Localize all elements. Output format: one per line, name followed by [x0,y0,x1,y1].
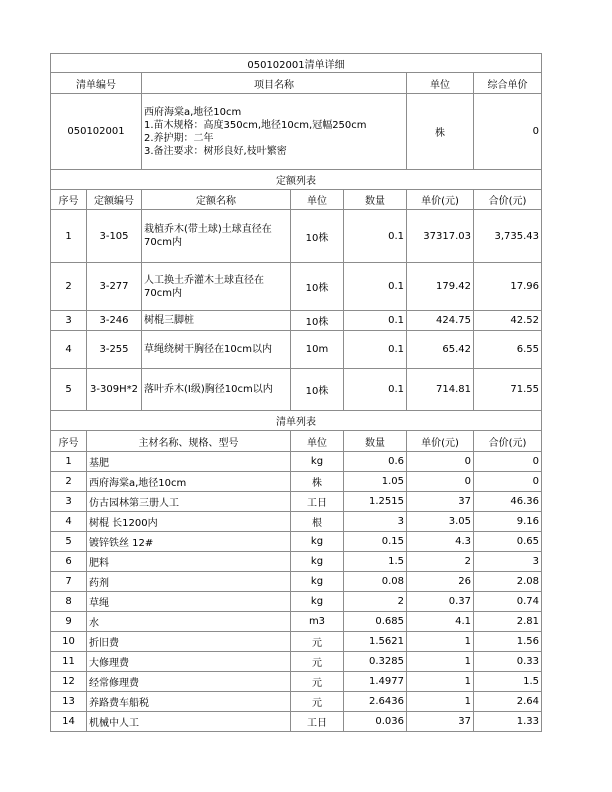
header-bill-code: 清单编号 [51,73,142,94]
list-seq: 2 [51,472,87,492]
list-qty: 3 [344,512,407,532]
quota-name: 树棍三脚桩 [142,311,291,331]
list-unit: 株 [291,472,344,492]
quota-price: 65.42 [407,331,474,369]
list-row [51,492,542,512]
list-header-price: 单价(元) [407,431,474,452]
list-total: 2.08 [474,572,542,592]
quota-total: 17.96 [474,263,542,311]
quota-code: 3-255 [87,331,142,369]
quota-unit: 10m [291,331,344,369]
list-unit: 工日 [291,712,344,732]
list-header-qty: 数量 [344,431,407,452]
quota-name: 落叶乔木(I级)胸径10cm以内 [142,369,291,411]
list-price: 26 [407,572,474,592]
list-price: 0 [407,472,474,492]
bill-detail-table [50,53,542,732]
list-qty: 1.4977 [344,672,407,692]
quota-qty: 0.1 [344,331,407,369]
list-name: 养路费车船税 [87,692,291,712]
quota-row [51,210,542,263]
quota-name: 草绳绕树干胸径在10cm以内 [142,331,291,369]
list-unit: kg [291,552,344,572]
list-name: 水 [87,612,291,632]
quota-row [51,263,542,311]
quota-seq: 5 [51,369,87,411]
list-qty: 0.08 [344,572,407,592]
list-name: 大修理费 [87,652,291,672]
list-row [51,612,542,632]
list-unit: kg [291,532,344,552]
quota-qty: 0.1 [344,369,407,411]
quota-header-total: 合价(元) [474,190,542,210]
list-name: 镀锌铁丝 12# [87,532,291,552]
list-row [51,472,542,492]
list-seq: 5 [51,532,87,552]
list-seq: 7 [51,572,87,592]
list-row [51,712,542,732]
list-total: 2.81 [474,612,542,632]
bill-unit: 株 [407,94,474,170]
quota-price: 37317.03 [407,210,474,263]
quota-row [51,331,542,369]
list-name: 树棍 长1200内 [87,512,291,532]
list-qty: 1.5621 [344,632,407,652]
quota-price: 424.75 [407,311,474,331]
list-qty: 0.6 [344,452,407,472]
quota-unit: 10株 [291,369,344,411]
list-price: 3.05 [407,512,474,532]
list-row [51,552,542,572]
quota-header-name: 定额名称 [142,190,291,210]
list-unit: kg [291,572,344,592]
header-unit: 单位 [407,73,474,94]
list-seq: 8 [51,592,87,612]
quota-total: 42.52 [474,311,542,331]
list-name: 西府海棠a,地径10cm [87,472,291,492]
list-name: 机械中人工 [87,712,291,732]
list-row [51,692,542,712]
quota-total: 71.55 [474,369,542,411]
list-row [51,452,542,472]
quota-qty: 0.1 [344,210,407,263]
bill-description [142,94,407,170]
bill-desc-line: 西府海棠a,地径10cm [144,106,242,118]
list-row [51,632,542,652]
list-unit: kg [291,592,344,612]
list-unit: 元 [291,652,344,672]
list-qty: 0.15 [344,532,407,552]
quota-seq: 3 [51,311,87,331]
list-price: 0.37 [407,592,474,612]
list-seq: 13 [51,692,87,712]
quota-seq: 4 [51,331,87,369]
quota-unit: 10株 [291,210,344,263]
list-total: 0 [474,472,542,492]
list-name: 经常修理费 [87,672,291,692]
list-unit: 元 [291,672,344,692]
list-name: 仿古园林第三册人工 [87,492,291,512]
quota-code: 3-246 [87,311,142,331]
list-unit: 工日 [291,492,344,512]
list-total: 0.33 [474,652,542,672]
list-seq: 1 [51,452,87,472]
quota-code: 3-105 [87,210,142,263]
list-price: 37 [407,492,474,512]
quota-qty: 0.1 [344,311,407,331]
list-price: 1 [407,632,474,652]
list-total: 46.36 [474,492,542,512]
list-price: 2 [407,552,474,572]
list-qty: 0.036 [344,712,407,732]
list-seq: 6 [51,552,87,572]
quota-total: 6.55 [474,331,542,369]
list-unit: 元 [291,692,344,712]
quota-row [51,369,542,411]
list-name: 折旧费 [87,632,291,652]
list-unit: kg [291,452,344,472]
list-seq: 11 [51,652,87,672]
list-header-total: 合价(元) [474,431,542,452]
list-total: 1.56 [474,632,542,652]
bill-price: 0 [474,94,542,170]
quota-header-seq: 序号 [51,190,87,210]
quota-header-unit: 单位 [291,190,344,210]
quota-price: 714.81 [407,369,474,411]
list-row [51,672,542,692]
quota-row [51,311,542,331]
quota-code: 3-277 [87,263,142,311]
list-row [51,592,542,612]
list-seq: 3 [51,492,87,512]
list-price: 0 [407,452,474,472]
list-header-seq: 序号 [51,431,87,452]
list-total: 0.74 [474,592,542,612]
list-qty: 1.05 [344,472,407,492]
quota-code: 3-309H*2 [87,369,142,411]
list-row [51,532,542,552]
list-total: 9.16 [474,512,542,532]
quota-unit: 10株 [291,263,344,311]
list-total: 1.33 [474,712,542,732]
list-price: 4.3 [407,532,474,552]
list-price: 1 [407,692,474,712]
quota-section-title: 定额列表 [51,170,542,190]
list-name: 药剂 [87,572,291,592]
list-price: 37 [407,712,474,732]
table-title: 050102001清单详细 [51,54,542,73]
list-qty: 1.2515 [344,492,407,512]
list-qty: 2 [344,592,407,612]
quota-qty: 0.1 [344,263,407,311]
list-name: 肥料 [87,552,291,572]
list-seq: 10 [51,632,87,652]
list-total: 0.65 [474,532,542,552]
header-item-name: 项目名称 [142,73,407,94]
quota-total: 3,735.43 [474,210,542,263]
list-seq: 4 [51,512,87,532]
list-total: 1.5 [474,672,542,692]
list-total: 0 [474,452,542,472]
quota-header-code: 定额编号 [87,190,142,210]
list-row [51,572,542,592]
quota-price: 179.42 [407,263,474,311]
list-row [51,512,542,532]
list-unit: 根 [291,512,344,532]
list-name: 基肥 [87,452,291,472]
list-total: 2.64 [474,692,542,712]
list-seq: 14 [51,712,87,732]
quota-seq: 1 [51,210,87,263]
list-section-title: 清单列表 [51,411,542,431]
quota-name: 栽植乔木(带土球)土球直径在70cm内 [142,210,291,263]
quota-header-price: 单价(元) [407,190,474,210]
quota-name: 人工换土乔灌木土球直径在70cm内 [142,263,291,311]
list-unit: m3 [291,612,344,632]
list-row [51,652,542,672]
list-price: 1 [407,652,474,672]
list-seq: 9 [51,612,87,632]
list-header-unit: 单位 [291,431,344,452]
list-qty: 2.6436 [344,692,407,712]
quota-seq: 2 [51,263,87,311]
list-qty: 0.685 [344,612,407,632]
header-unit-price: 综合单价 [474,73,542,94]
bill-desc-line: 2.养护期：二年 [144,132,214,144]
list-seq: 12 [51,672,87,692]
quota-unit: 10株 [291,311,344,331]
list-price: 4.1 [407,612,474,632]
list-price: 1 [407,672,474,692]
bill-desc-line: 1.苗木规格：高度350cm,地径10cm,冠幅250cm [144,119,367,131]
list-name: 草绳 [87,592,291,612]
list-total: 3 [474,552,542,572]
list-unit: 元 [291,632,344,652]
list-qty: 0.3285 [344,652,407,672]
bill-desc-line: 3.备注要求：树形良好,枝叶繁密 [144,145,287,157]
list-qty: 1.5 [344,552,407,572]
bill-code: 050102001 [51,94,142,170]
quota-header-qty: 数量 [344,190,407,210]
list-header-name: 主材名称、规格、型号 [87,431,291,452]
